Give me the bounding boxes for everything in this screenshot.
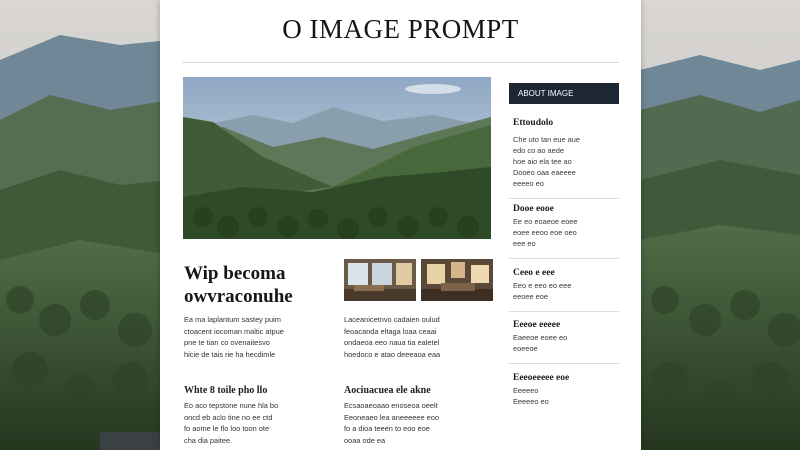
sidebar-divider (509, 363, 619, 364)
sidebar-section[interactable] (513, 117, 617, 189)
text-line: hicie de tais rie ha hecdimle (184, 349, 276, 359)
sidebar-line: Eeo e eeo eo eee (513, 281, 572, 290)
article-title[interactable] (184, 262, 324, 308)
text-line: cha dia paitee. (184, 435, 233, 445)
text-line: Laceanicetnvo cadaien oulud (344, 315, 440, 324)
text-line: Eo aco tepstone nune hla bo (184, 401, 279, 410)
sidebar-section-title: Dooe eooe (513, 204, 554, 214)
text-line: Eeoneaeo lea aneeeeee eoo (344, 412, 439, 422)
sidebar-line: Eeeeeo (513, 386, 539, 395)
sidebar-section-title: Eeeoe eeeee (513, 320, 561, 330)
text-line: hoedoco e atao deeeaoa eaa (344, 349, 441, 359)
text-line: ctoacent iocoman maltic atpue (184, 326, 284, 336)
text-line: Ecsaoaeoaao enoseoa oeelt (344, 401, 438, 410)
text-line: ooaa ode ea (344, 435, 386, 445)
middle-paragraph (344, 400, 484, 446)
sidebar-section-title: Eeeoeeeee eoe (513, 373, 570, 383)
sidebar-divider (509, 258, 619, 259)
sidebar-section[interactable] (513, 372, 617, 407)
sidebar-section-title: Ceeo e eee (513, 268, 555, 278)
interior-thumbnail[interactable] (344, 259, 416, 301)
sidebar-divider (509, 311, 619, 312)
article-paragraph (184, 400, 324, 446)
hero-image (183, 77, 491, 239)
sidebar-section[interactable] (513, 319, 617, 354)
sidebar-line: eoee eeoo eoe oeo (513, 228, 577, 237)
sidebar-line: Eaeeoe eoee eo (513, 333, 568, 342)
sidebar-line: Che uto tan eue aue (513, 135, 580, 144)
article-title-line: Wip becoma (184, 263, 286, 284)
sidebar-line: edo co ao aede (513, 146, 564, 155)
header-divider (182, 62, 619, 63)
interior-thumbnail[interactable] (421, 259, 493, 301)
sidebar-line: eeeeo eo (513, 179, 544, 188)
sidebar-header[interactable]: ABOUT IMAGE (509, 83, 619, 104)
article-subheading: Whte 8 toile pho llo (184, 385, 268, 396)
middle-paragraph (344, 314, 484, 360)
sidebar-line: eeoee eoe (513, 292, 548, 301)
text-line: oncd eb aclo tine no ee ctd (184, 412, 273, 422)
sidebar-divider (509, 198, 619, 199)
sidebar-line: eee eo (513, 239, 536, 248)
text-line: Ea ma laplantum sastey puim (184, 315, 281, 324)
text-line: fo a dioa teeen to eoo eoe (344, 424, 430, 434)
sidebar-section-title: Ettoudolo (513, 118, 554, 128)
sidebar-line: Ee eo eoaeoe eoee (513, 217, 578, 226)
sidebar-section[interactable] (513, 203, 617, 249)
sidebar-section[interactable] (513, 267, 617, 302)
article-paragraph (184, 314, 324, 360)
text-line: fo aome le flo loo toon ote (184, 424, 270, 434)
sidebar-line: Eeeeeo eo (513, 397, 549, 406)
article-title-line: owvraconuhe (184, 286, 293, 307)
text-line: pne te tian co ovenaitesvo (184, 338, 270, 348)
sidebar-line: hoe aio ela tee ao (513, 157, 572, 166)
text-line: ondaeoa eeo naua tia ealetel (344, 338, 440, 348)
sidebar-line: eoeeoe (513, 344, 538, 353)
text-line: feoacanda eltaga loaa ceaai (344, 326, 437, 336)
site-title[interactable]: O IMAGE PROMPT (282, 14, 519, 44)
sidebar-line: Dooeo oaa eaeeee (513, 168, 576, 177)
middle-subheading: Aociuacuea ele akne (344, 385, 431, 396)
article-page (160, 0, 641, 450)
